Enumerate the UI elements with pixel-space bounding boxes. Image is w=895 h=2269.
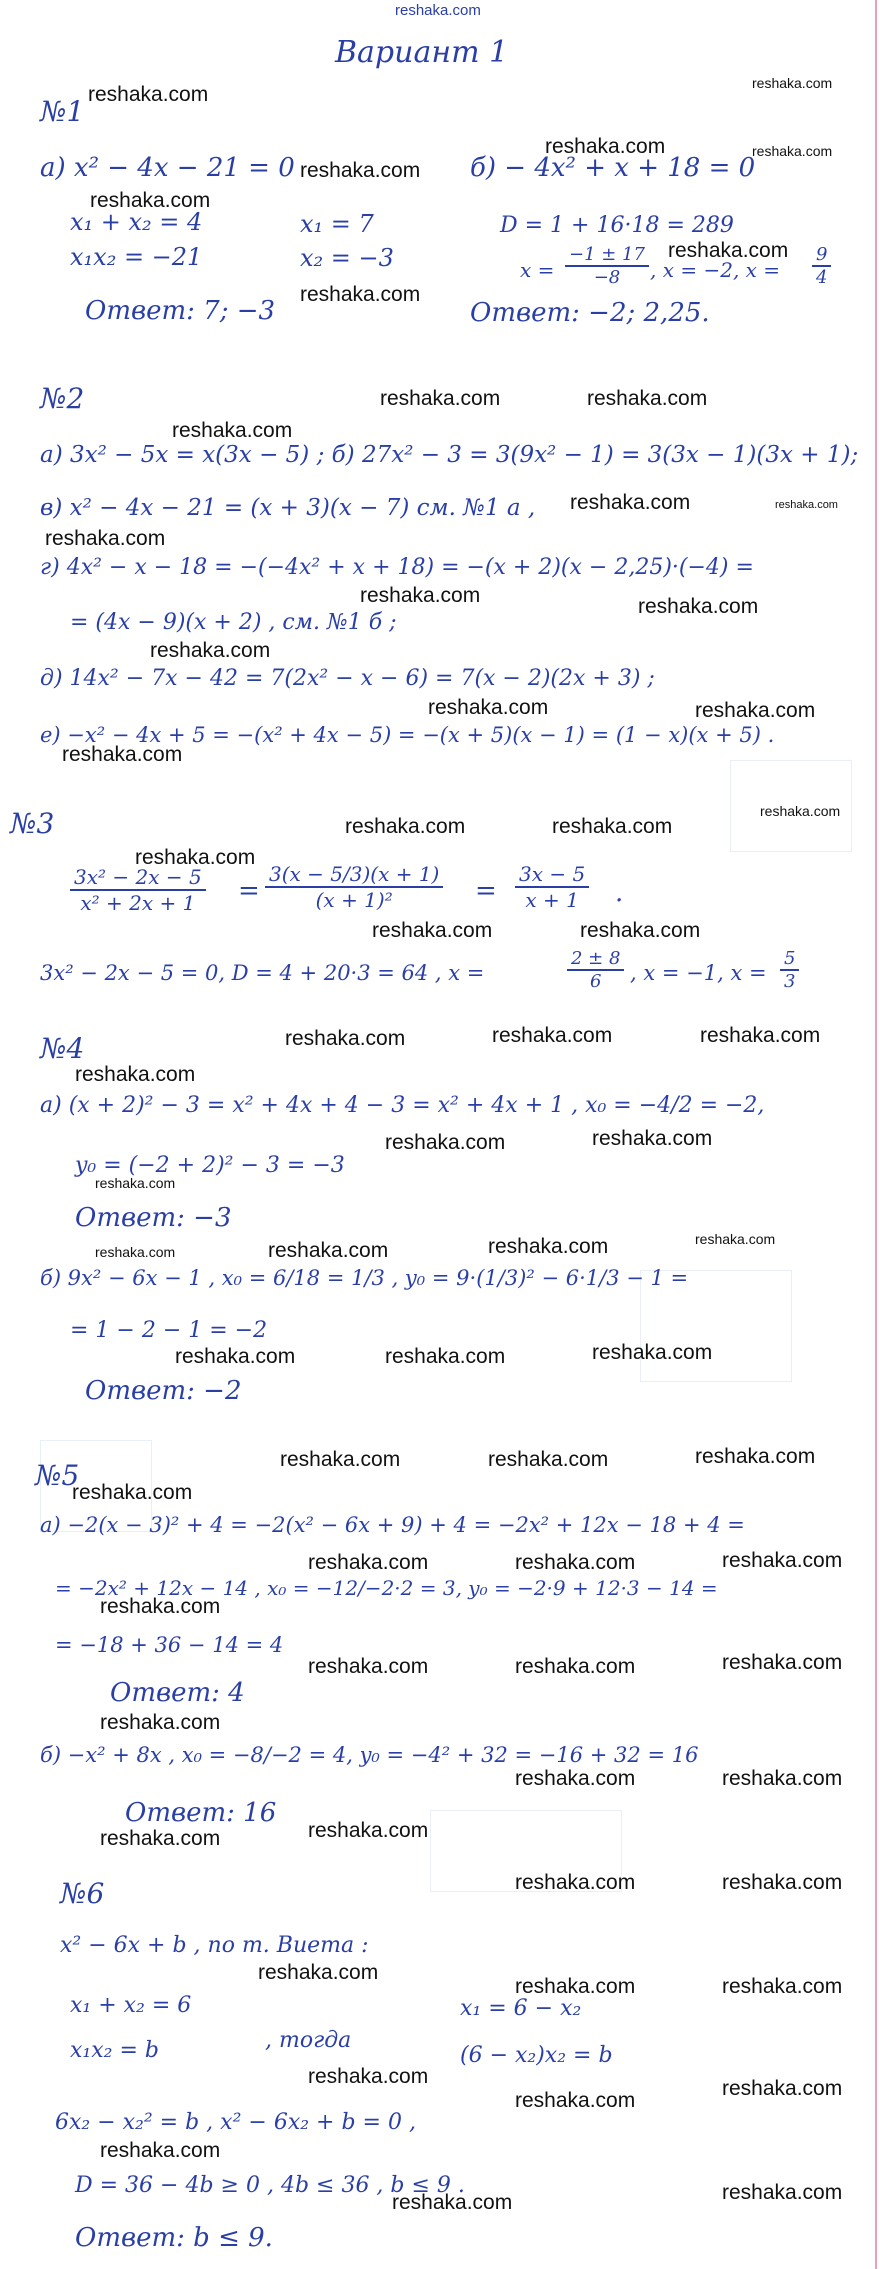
problem-line: = 1 − 2 − 1 = −2 bbox=[70, 1318, 268, 1343]
fraction-denominator: x² + 2x + 1 bbox=[80, 891, 196, 915]
watermark: reshaka.com bbox=[722, 2181, 843, 2204]
watermark: reshaka.com bbox=[385, 1131, 506, 1154]
watermark: reshaka.com bbox=[552, 815, 673, 838]
watermark: reshaka.com bbox=[775, 499, 838, 511]
problem-line: г) 4x² − x − 18 = −(−4x² + x + 18) = −(x + 2)(x − 2,25)·(−4) = bbox=[40, 555, 754, 580]
watermark: reshaka.com bbox=[587, 387, 708, 410]
watermark: reshaka.com bbox=[175, 1345, 296, 1368]
watermark: reshaka.com bbox=[695, 1231, 776, 1247]
margin-line bbox=[875, 0, 877, 2269]
fraction-denominator: 3 bbox=[784, 971, 796, 992]
watermark: reshaka.com bbox=[722, 1975, 843, 1998]
problem-line: x₁ = 6 − x₂ bbox=[460, 1996, 582, 2021]
watermark: reshaka.com bbox=[515, 2089, 636, 2112]
problem-line: = (4x − 9)(x + 2) , см. №1 б ; bbox=[70, 610, 397, 635]
fraction bbox=[515, 862, 589, 912]
problem-line: x₂ = −3 bbox=[300, 244, 394, 272]
site-header: reshaka.com bbox=[395, 2, 481, 19]
watermark: reshaka.com bbox=[268, 1239, 389, 1262]
watermark: reshaka.com bbox=[345, 815, 466, 838]
watermark: reshaka.com bbox=[752, 75, 833, 91]
watermark: reshaka.com bbox=[695, 1445, 816, 1468]
watermark: reshaka.com bbox=[372, 919, 493, 942]
problem-line: x₁ + x₂ = 6 bbox=[70, 1993, 192, 2018]
problem-line: = −2x² + 12x − 14 , x₀ = −12/−2·2 = 3, y₀ = −2·9 + 12·3 − 14 = bbox=[55, 1576, 718, 1600]
answer-line: Ответ: 4 bbox=[110, 1678, 245, 1708]
problem-line: x₁x₂ = b bbox=[70, 2038, 159, 2063]
answer-line: Ответ: −2 bbox=[85, 1376, 242, 1406]
equals-sign: = bbox=[238, 876, 260, 906]
fraction-numerator: 3x² − 2x − 5 bbox=[70, 865, 206, 891]
fraction-denominator: x + 1 bbox=[525, 888, 579, 912]
problem-line: , x = −2, x = bbox=[650, 258, 781, 282]
fraction-numerator: −1 ± 17 bbox=[565, 244, 649, 267]
problem-line: x = bbox=[520, 258, 555, 282]
watermark: reshaka.com bbox=[308, 1551, 429, 1574]
watermark: reshaka.com bbox=[700, 1024, 821, 1047]
period: . bbox=[615, 878, 624, 908]
watermark: reshaka.com bbox=[72, 1481, 193, 1504]
watermark: reshaka.com bbox=[100, 2139, 221, 2162]
fraction-denominator: −8 bbox=[593, 267, 621, 288]
watermark: reshaka.com bbox=[100, 1711, 221, 1734]
answer-line: Ответ: −3 bbox=[75, 1203, 232, 1233]
fraction bbox=[265, 862, 443, 912]
watermark: reshaka.com bbox=[722, 1549, 843, 1572]
watermark: reshaka.com bbox=[308, 1655, 429, 1678]
problem-line: 3x² − 2x − 5 = 0, D = 4 + 20·3 = 64 , x = bbox=[40, 961, 485, 985]
problem-line: x₁x₂ = −21 bbox=[70, 243, 203, 271]
watermark: reshaka.com bbox=[515, 1975, 636, 1998]
watermark: reshaka.com bbox=[722, 1871, 843, 1894]
watermark: reshaka.com bbox=[722, 1767, 843, 1790]
watermark: reshaka.com bbox=[300, 159, 421, 182]
watermark: reshaka.com bbox=[285, 1027, 406, 1050]
section-label: №1 bbox=[40, 95, 85, 128]
problem-line: в) x² − 4x − 21 = (x + 3)(x − 7) см. №1 а , bbox=[40, 495, 536, 521]
fraction-denominator: 6 bbox=[589, 971, 602, 992]
watermark: reshaka.com bbox=[360, 584, 481, 607]
watermark: reshaka.com bbox=[62, 743, 183, 766]
watermark: reshaka.com bbox=[515, 1551, 636, 1574]
fraction bbox=[812, 244, 831, 288]
problem-line: (6 − x₂)x₂ = b bbox=[460, 2043, 613, 2068]
fraction-numerator: 3(x − 5/3)(x + 1) bbox=[265, 862, 443, 888]
watermark: reshaka.com bbox=[385, 1345, 506, 1368]
watermark: reshaka.com bbox=[308, 1819, 429, 1842]
watermark: reshaka.com bbox=[428, 696, 549, 719]
watermark: reshaka.com bbox=[300, 283, 421, 306]
problem-line: x² − 6x + b , по т. Виета : bbox=[60, 1933, 369, 1958]
watermark: reshaka.com bbox=[545, 135, 666, 158]
watermark: reshaka.com bbox=[95, 1244, 176, 1260]
watermark: reshaka.com bbox=[722, 1651, 843, 1674]
fraction-numerator: 3x − 5 bbox=[515, 862, 589, 888]
watermark: reshaka.com bbox=[258, 1961, 379, 1984]
watermark: reshaka.com bbox=[722, 2077, 843, 2100]
watermark: reshaka.com bbox=[88, 83, 209, 106]
problem-line: а) (x + 2)² − 3 = x² + 4x + 4 − 3 = x² + 4x + 1 , x₀ = −4/2 = −2, bbox=[40, 1093, 765, 1118]
watermark: reshaka.com bbox=[492, 1024, 613, 1047]
watermark: reshaka.com bbox=[752, 143, 833, 159]
watermark: reshaka.com bbox=[515, 1655, 636, 1678]
problem-line: , тогда bbox=[265, 2028, 352, 2053]
watermark: reshaka.com bbox=[515, 1767, 636, 1790]
watermark: reshaka.com bbox=[570, 491, 691, 514]
fraction-denominator: 4 bbox=[816, 267, 828, 288]
problem-line: D = 1 + 16·18 = 289 bbox=[500, 213, 734, 238]
problem-line: д) 14x² − 7x − 42 = 7(2x² − x − 6) = 7(x − 2)(2x + 3) ; bbox=[40, 666, 655, 691]
problem-line: б) −x² + 8x , x₀ = −8/−2 = 4, y₀ = −4² + 32 = −16 + 32 = 16 bbox=[40, 1743, 699, 1767]
fraction bbox=[780, 948, 799, 992]
watermark: reshaka.com bbox=[760, 803, 841, 819]
problem-line: 6x₂ − x₂² = b , x² − 6x₂ + b = 0 , bbox=[55, 2110, 416, 2135]
problem-line: б) − 4x² + x + 18 = 0 bbox=[470, 153, 756, 183]
equals-sign: = bbox=[475, 876, 497, 906]
fraction bbox=[565, 244, 649, 288]
section-label: №6 bbox=[60, 1877, 105, 1910]
section-label: №5 bbox=[35, 1459, 80, 1492]
problem-line: y₀ = (−2 + 2)² − 3 = −3 bbox=[75, 1153, 345, 1178]
section-label: №4 bbox=[40, 1032, 85, 1065]
problem-line: а) 3x² − 5x = x(3x − 5) ; б) 27x² − 3 = 3(9x² − 1) = 3(3x − 1)(3x + 1); bbox=[40, 442, 859, 468]
fraction-numerator: 2 ± 8 bbox=[567, 948, 624, 971]
fraction bbox=[70, 865, 206, 915]
watermark: reshaka.com bbox=[75, 1063, 196, 1086]
fraction-numerator: 5 bbox=[780, 948, 799, 971]
watermark: reshaka.com bbox=[150, 639, 271, 662]
problem-line: а) −2(x − 3)² + 4 = −2(x² − 6x + 9) + 4 = −2x² + 12x − 18 + 4 = bbox=[40, 1513, 745, 1537]
answer-line: Ответ: −2; 2,25. bbox=[470, 298, 710, 328]
watermark: reshaka.com bbox=[90, 189, 211, 212]
watermark: reshaka.com bbox=[668, 239, 789, 262]
problem-line: е) −x² − 4x + 5 = −(x² + 4x − 5) = −(x + 5)(x − 1) = (1 − x)(x + 5) . bbox=[40, 723, 775, 747]
watermark: reshaka.com bbox=[308, 2065, 429, 2088]
answer-line: Ответ: 7; −3 bbox=[85, 296, 276, 326]
watermark: reshaka.com bbox=[100, 1595, 221, 1618]
watermark: reshaka.com bbox=[695, 699, 816, 722]
watermark: reshaka.com bbox=[380, 387, 501, 410]
problem-line: x₁ = 7 bbox=[300, 210, 374, 238]
watermark: reshaka.com bbox=[280, 1448, 401, 1471]
fraction-denominator: (x + 1)² bbox=[315, 888, 393, 912]
problem-line: D = 36 − 4b ≥ 0 , 4b ≤ 36 , b ≤ 9 . bbox=[75, 2173, 465, 2198]
watermark: reshaka.com bbox=[592, 1127, 713, 1150]
section-label: №3 bbox=[10, 807, 55, 840]
watermark: reshaka.com bbox=[392, 2191, 513, 2214]
watermark: reshaka.com bbox=[95, 1175, 176, 1191]
fraction bbox=[567, 948, 624, 992]
problem-line: , x = −1, x = bbox=[630, 961, 767, 985]
watermark: reshaka.com bbox=[515, 1871, 636, 1894]
problem-line: = −18 + 36 − 14 = 4 bbox=[55, 1633, 284, 1657]
watermark: reshaka.com bbox=[135, 846, 256, 869]
watermark: reshaka.com bbox=[172, 419, 293, 442]
watermark: reshaka.com bbox=[100, 1827, 221, 1850]
watermark: reshaka.com bbox=[638, 595, 759, 618]
watermark: reshaka.com bbox=[592, 1341, 713, 1364]
section-label: №2 bbox=[40, 382, 85, 415]
watermark: reshaka.com bbox=[488, 1235, 609, 1258]
watermark: reshaka.com bbox=[488, 1448, 609, 1471]
page-title: Вариант 1 bbox=[335, 35, 509, 70]
answer-line: Ответ: 16 bbox=[125, 1798, 277, 1828]
answer-line: Ответ: b ≤ 9. bbox=[75, 2223, 273, 2253]
problem-line: x₁ + x₂ = 4 bbox=[70, 208, 203, 236]
problem-line: а) x² − 4x − 21 = 0 bbox=[40, 153, 295, 183]
fraction-numerator: 9 bbox=[812, 244, 831, 267]
watermark: reshaka.com bbox=[45, 527, 166, 550]
watermark: reshaka.com bbox=[580, 919, 701, 942]
problem-line: б) 9x² − 6x − 1 , x₀ = 6/18 = 1/3 , y₀ = 9·(1/3)² − 6·1/3 − 1 = bbox=[40, 1266, 689, 1290]
